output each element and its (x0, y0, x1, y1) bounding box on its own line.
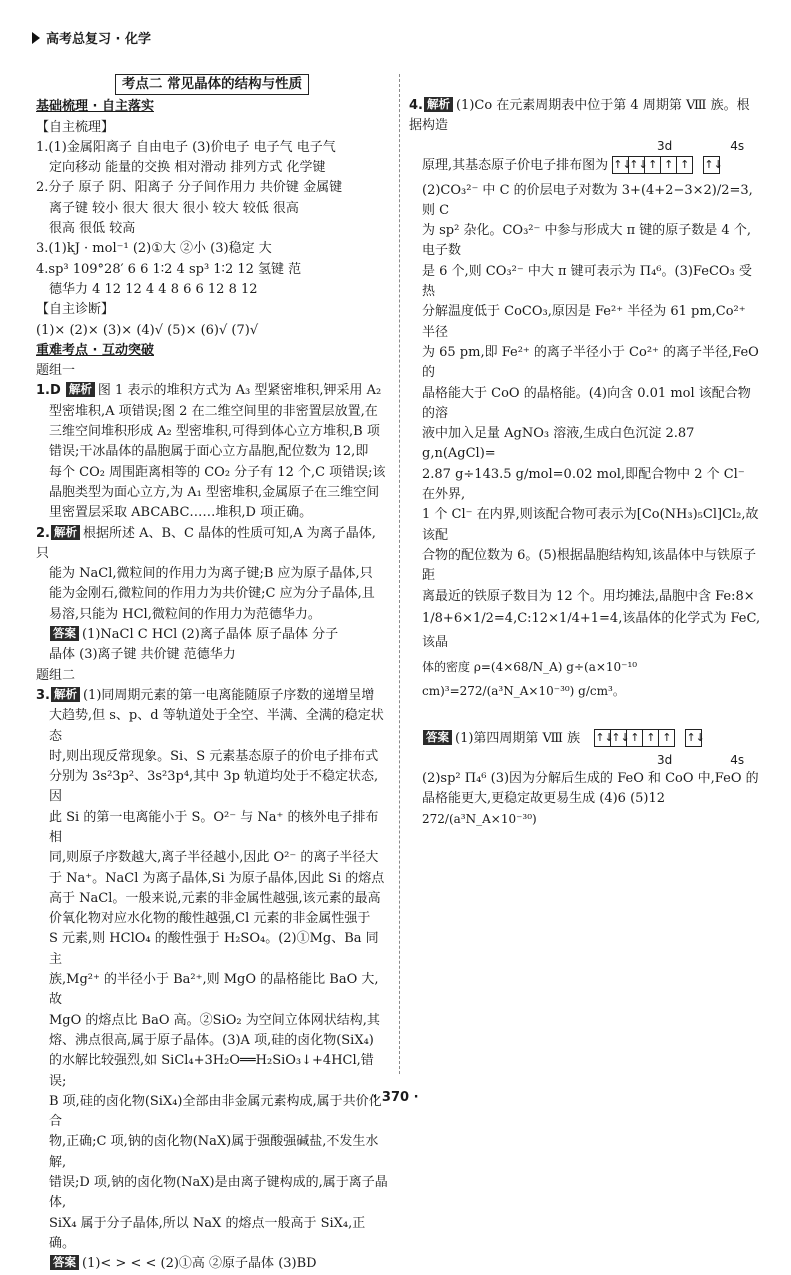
q4-line: 分解温度低于 CoCO₃,原因是 Fe²⁺ 半径为 61 pm,Co²⁺ 半径 (422, 304, 746, 340)
q4-answer-line: 答案 (1)第四周期第 Ⅷ 族 ↑↓ ↑↓ ↑ ↑ ↑ ↑↓ (409, 727, 761, 751)
self-sort-label: 【自主梳理】 (36, 119, 115, 135)
q4-line: 合物的配位数为 6。(5)根据晶胞结构知,该晶体中与铁原子距 (422, 547, 756, 584)
analysis-tag: 解析 (51, 687, 80, 702)
analysis-tag: 解析 (66, 382, 95, 397)
q4-line: 晶格能大于 CoO 的晶格能。(4)向含 0.01 mol 该配合物的溶 (422, 385, 751, 421)
q1-line: 三维空间堆积形成 A₂ 型密堆积,可得到体心立方堆积,B 项 (49, 424, 380, 440)
q2-line: 能为金刚石,微粒间的作用力为共价键;C 应为分子晶体,且 (49, 586, 375, 602)
check-line: (1)× (2)× (3)× (4)√ (5)× (6)√ (7)√ (36, 322, 259, 338)
section-title: 考点二 常见晶体的结构与性质 (36, 74, 388, 95)
orbital-labels (409, 751, 761, 769)
orbital-box: ↑ (643, 730, 659, 746)
orbital-box: ↑↓ (611, 731, 630, 745)
orbital-box: ↑↓ (686, 731, 705, 745)
q4-line: 体的密度 ρ=(4×68/N_A) g÷(a×10⁻¹⁰ cm)³=272/(a³N_A×10⁻³⁰) g/cm³。 (422, 659, 638, 698)
orbital-labels (409, 137, 761, 155)
answer-line: 很高 很低 较高 (49, 221, 136, 237)
q1-line: 型密堆积,A 项错误;图 2 在二维空间里的非密置层放置,在 (49, 403, 378, 419)
q3-line: 高于 NaCl。一般来说,元素的非金属性越强,该元素的最高 (49, 890, 381, 906)
q1-line: 每个 CO₂ 周围距离相等的 CO₂ 分子有 12 个,C 项错误;该 (49, 464, 386, 480)
q4-line: 4. 解析 (1)Co 在元素周期表中位于第 4 周期第 Ⅷ 族。根据构造 (409, 97, 750, 134)
analysis-tag: 解析 (51, 525, 80, 540)
orbital-box: ↑ (662, 731, 672, 745)
q4-line: 为 sp² 杂化。CO₃²⁻ 中参与形成大 π 键的原子数是 4 个,电子数 (422, 223, 751, 259)
answer-line: 2.分子 原子 阴、阳离子 分子间作用力 共价键 金属键 (36, 180, 343, 196)
orbital-box: ↑ (680, 158, 690, 172)
q3-line: B 项,硅的卤化物(SiX₄)全部由非金属元素构成,属于共价化合 (49, 1093, 382, 1130)
q3-line: 3. 解析 (1)同周期元素的第一电离能随原子序数的递增呈增 (36, 686, 375, 703)
q4-line: (2)CO₃²⁻ 中 C 的价层电子对数为 3+(4+2−3×2)/2=3,则 C (422, 182, 753, 218)
answer-line: 离子键 较小 很大 很大 很小 较大 较低 很高 (49, 200, 299, 216)
orbital-label-4s: 4s (730, 138, 745, 153)
answer-line: 德华力 4 12 12 4 4 8 6 6 12 8 12 (49, 281, 258, 297)
q3-line: 大趋势,但 s、p、d 等轨道处于全空、半满、全满的稳定状态 (49, 708, 384, 744)
key-header: 重难考点 · 互动突破 (36, 342, 154, 358)
q1-line: 错误;干冰晶体的晶胞属于面心立方晶胞,配位数为 12,即 (49, 444, 369, 460)
page-header (32, 30, 151, 50)
basic-header: 基础梳理 · 自主落实 (36, 99, 154, 115)
q3-line: 此 Si 的第一电离能小于 S。O²⁻ 与 Na⁺ 的核外电子排布相 (49, 809, 379, 845)
q3-line: MgO 的熔点比 BaO 高。②SiO₂ 为空间立体网状结构,其 (49, 1012, 380, 1028)
orbital-box: ↑↓ (704, 158, 723, 172)
orbital-diagram-4s (685, 729, 705, 747)
answer-tag: 答案 (423, 730, 452, 745)
orbital-box: ↑ (645, 157, 661, 173)
q3-line: 时,则出现反常现象。Si、S 元素基态原子的价电子排布式 (49, 748, 379, 764)
q3-line: S 元素,则 HClO₄ 的酸性强于 H₂SO₄。(2)①Mg、Ba 同主 (49, 931, 379, 967)
header-title: 高考总复习 · 化学 (46, 32, 151, 47)
q4-line: 2.87 g÷143.5 g/mol=0.02 mol,即配合物中 2 个 Cl⁻ 在外界, (422, 466, 745, 503)
orbital-box: ↑↓ (595, 731, 614, 745)
q2-line: 能为 NaCl,微粒间的作用力为离子键;B 应为原子晶体,只 (49, 566, 373, 582)
answer-line: 定向移动 能量的交换 相对滑动 排列方式 化学键 (49, 160, 326, 176)
q3-line: 的水解比较强烈,如 SiCl₄+3H₂O══H₂SiO₃↓+4HCl,错误; (49, 1053, 374, 1089)
arrow-icon (32, 32, 40, 44)
orbital-diagram-3d (612, 156, 693, 174)
orbital-box: ↑↓ (629, 158, 648, 172)
q1-line: 1.D 解析 图 1 表示的堆积方式为 A₃ 型紧密堆积,钾采用 A₂ (36, 382, 382, 399)
q1-line: 晶胞类型为面心立方,为 A₁ 型密堆积,金属原子在三维空间 (49, 484, 380, 500)
page-number: · 370 · (372, 1090, 419, 1105)
self-check-label: 【自主诊断】 (36, 302, 115, 318)
q4-answer-line: 272/(a³N_A×10⁻³⁰) (422, 812, 537, 827)
q4-line: 是 6 个,则 CO₃²⁻ 中大 π 键可表示为 Π₄⁶。(3)FeCO₃ 受热 (422, 263, 752, 300)
q2-line: 易溶,只能为 HCl,微粒间的作用力为范德华力。 (49, 606, 321, 622)
group-label: 题组一 (36, 363, 76, 379)
answer-line: 1.(1)金属阳离子 自由电子 (3)价电子 电子气 电子气 (36, 139, 336, 155)
orbital-box: ↑ (661, 157, 677, 173)
answer-tag: 答案 (50, 1255, 79, 1270)
q3-line: 同,则原子序数越大,离子半径越小,因此 O²⁻ 的离子半径大 (49, 850, 379, 866)
q4-answer-line: 晶格能更大,更稳定故更易生成 (4)6 (5)12 (422, 791, 666, 807)
answer-line: 3.(1)kJ · mol⁻¹ (2)①大 ②小 (3)稳定 大 (36, 241, 272, 257)
q3-line: 熔、沸点很高,属于原子晶体。(3)A 项,硅的卤化物(SiX₄) (49, 1032, 374, 1048)
q3-line: 价氧化物对应水化物的酸性越强,Cl 元素的非金属性强于 (49, 911, 371, 927)
q3-line: 分别为 3s²3p²、3s²3p⁴,其中 3p 轨道均处于不稳定状态,因 (49, 769, 379, 805)
analysis-tag: 解析 (424, 97, 453, 112)
q3-answer-line: 答案 (1)< > < < (2)①高 ②原子晶体 (3)BD (36, 1254, 388, 1274)
q3-line: 族,Mg²⁺ 的半径小于 Ba²⁺,则 MgO 的晶格能比 BaO 大,故 (49, 972, 379, 1008)
group-label: 题组二 (36, 667, 76, 683)
orbital-label-3d: 3d (657, 752, 673, 767)
q2-answer-line: 答案 (1)NaCl C HCl (2)离子晶体 原子晶体 分子 (36, 625, 388, 645)
orbital-diagram-3d (594, 729, 675, 747)
q2-answer-line: 晶体 (3)离子键 共价键 范德华力 (49, 647, 236, 663)
orbital-label-3d: 3d (657, 138, 673, 153)
q3-line: SiX₄ 属于分子晶体,所以 NaX 的熔点一般高于 SiX₄,正确。 (49, 1215, 366, 1251)
q3-line: 错误;D 项,钠的卤化物(NaX)是由离子键构成的,属于离子晶体, (49, 1175, 388, 1211)
q4-line: 为 65 pm,即 Fe²⁺ 的离子半径小于 Co²⁺ 的离子半径,FeO 的 (422, 344, 759, 381)
right-column (409, 96, 761, 830)
answer-line: 4.sp³ 109°28′ 6 6 1∶2 4 sp³ 1∶2 12 氢键 范 (36, 261, 302, 277)
q3-line: 物,正确;C 项,钠的卤化物(NaX)属于强酸强碱盐,不发生水解, (49, 1134, 379, 1170)
orbital-box: ↑ (627, 730, 643, 746)
orbital-diagram-4s (703, 156, 723, 174)
q4-line: 离最近的铁原子数目为 12 个。用均摊法,晶胞中含 Fe:8× (422, 588, 755, 604)
answer-tag: 答案 (50, 626, 79, 641)
q4-line: 液中加入足量 AgNO₃ 溶液,生成白色沉淀 2.87 g,n(AgCl)= (422, 426, 695, 462)
q4-answer-line: (2)sp² Π₄⁶ (3)因为分解后生成的 FeO 和 CoO 中,FeO 的 (422, 770, 759, 786)
q1-line: 里密置层采取 ABCABC……堆积,D 项正确。 (49, 505, 313, 521)
q4-line: 1/8+6×1/2=4,C:12×1/4+1=4,该晶体的化学式为 FeC,该晶 (422, 610, 761, 650)
q3-line: 于 Na⁺。NaCl 为离子晶体,Si 为原子晶体,因此 Si 的熔点 (49, 870, 385, 886)
q4-line: 1 个 Cl⁻ 在内界,则该配合物可表示为[Co(NH₃)₅Cl]Cl₂,故该配 (422, 507, 759, 543)
q4-line: 原理,其基态原子价电子排布图为 ↑↓ ↑↓ ↑ ↑ ↑ ↑↓ (422, 157, 723, 173)
orbital-label-4s: 4s (730, 752, 745, 767)
orbital-box: ↑↓ (613, 158, 632, 172)
column-divider (399, 74, 400, 1074)
q2-line: 2. 解析 根据所述 A、B、C 晶体的性质可知,A 为离子晶体,只 (36, 524, 376, 561)
